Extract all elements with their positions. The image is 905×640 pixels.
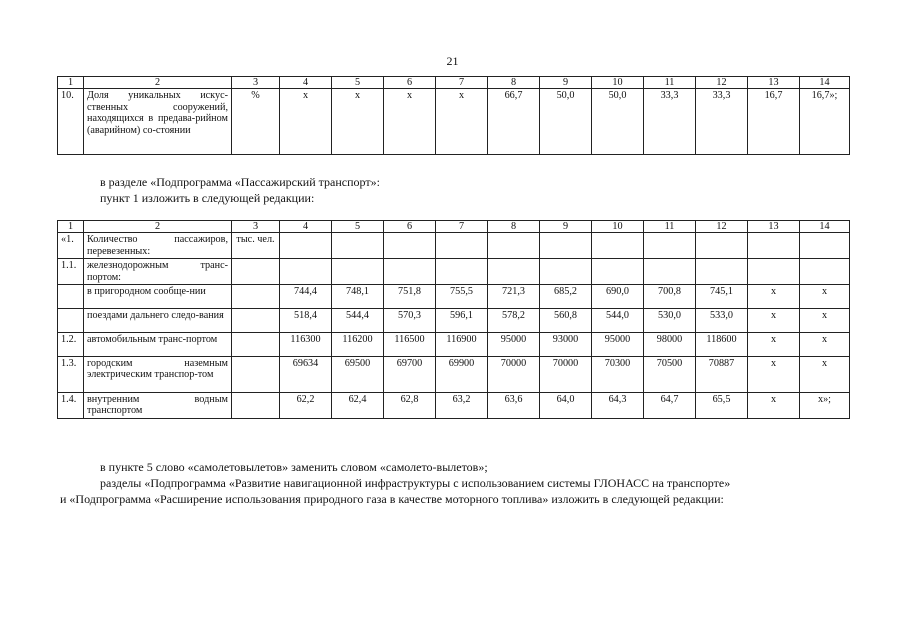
table-row [58,285,850,309]
table-cell [384,259,436,285]
row-label: в пригородном сообще-нии [84,285,232,309]
table-cell [644,259,696,285]
row-code: 1.2. [58,333,84,357]
table-cell: 70500 [644,357,696,393]
table-cell: 544,4 [332,309,384,333]
table-cell [436,233,488,259]
column-number-11: 11 [644,77,696,89]
table-cell: 66,7 [488,89,540,155]
table-cell [488,233,540,259]
table-cell: 62,8 [384,393,436,419]
table-cell: 69700 [384,357,436,393]
table-cell: 748,1 [332,285,384,309]
table-cell: 70000 [540,357,592,393]
table-cell: x [748,333,800,357]
point1-text: пункт 1 изложить в следующей редакции: [100,191,315,205]
table-cell [332,259,384,285]
table-cell: 50,0 [592,89,644,155]
table-row [58,309,850,333]
table-cell: x [748,285,800,309]
table-cell: 69500 [332,357,384,393]
table-cell: 65,5 [696,393,748,419]
row-unit: % [232,89,280,155]
table-cell: x [332,89,384,155]
table-row [58,89,850,155]
table-cell: 116200 [332,333,384,357]
table-cell [280,233,332,259]
table-cell: 721,3 [488,285,540,309]
column-number-10: 10 [592,221,644,233]
table-cell [644,233,696,259]
column-number-8: 8 [488,221,540,233]
table-cell: 530,0 [644,309,696,333]
table-cell: 596,1 [436,309,488,333]
table-cell: 116900 [436,333,488,357]
table-cell: 744,4 [280,285,332,309]
table-cell [384,233,436,259]
table-row [58,259,850,285]
table-cell: 578,2 [488,309,540,333]
row-label: Количество пассажиров, перевезенных: [84,233,232,259]
row-unit [232,357,280,393]
table-cell: x [748,393,800,419]
column-number-3: 3 [232,221,280,233]
table-cell: 64,0 [540,393,592,419]
table-cell: 64,7 [644,393,696,419]
column-number-5: 5 [332,77,384,89]
table-cell: 16,7»; [800,89,850,155]
table-cell: 560,8 [540,309,592,333]
table-cell: 33,3 [696,89,748,155]
point5-text: в пункте 5 слово «самолетовылетов» заменить словом «самолето-вылетов»; [100,460,488,474]
row-code: 10. [58,89,84,155]
table-cell [748,233,800,259]
column-number-13: 13 [748,77,800,89]
table-cell: x [800,309,850,333]
column-number-4: 4 [280,221,332,233]
table-cell: 116500 [384,333,436,357]
column-number-14: 14 [800,221,850,233]
table-cell: x [384,89,436,155]
table-cell: 533,0 [696,309,748,333]
table-cell [696,233,748,259]
row-code [58,285,84,309]
table-cell: 70887 [696,357,748,393]
table-cell: 518,4 [280,309,332,333]
table-cell: 95000 [488,333,540,357]
table-cell: 98000 [644,333,696,357]
table-header-row [58,221,850,233]
table-cell: 62,2 [280,393,332,419]
sections-text-line2: и «Подпрограмма «Расширение использования природного газа в качестве моторного топлива» изложить в следующей редакции: [60,492,724,506]
row-label: внутренним водным транспортом [84,393,232,419]
column-number-9: 9 [540,77,592,89]
table-cell: 70300 [592,357,644,393]
table-cell: 16,7 [748,89,800,155]
table-cell: 70000 [488,357,540,393]
row-code: 1.4. [58,393,84,419]
table-cell: 69634 [280,357,332,393]
row-unit [232,333,280,357]
table-cell: x»; [800,393,850,419]
column-number-2: 2 [84,221,232,233]
row-label: железнодорожным транс-портом: [84,259,232,285]
table-cell: 751,8 [384,285,436,309]
table-cell [540,259,592,285]
table-cell [748,259,800,285]
table-cell: x [800,285,850,309]
column-number-5: 5 [332,221,384,233]
row-unit: тыс. чел. [232,233,280,259]
table-cell: x [436,89,488,155]
table-cell: 69900 [436,357,488,393]
table-cell [592,259,644,285]
column-number-11: 11 [644,221,696,233]
table-cell: 570,3 [384,309,436,333]
table-cell [592,233,644,259]
indicator-table-continued [57,76,850,155]
table-cell: 62,4 [332,393,384,419]
column-number-13: 13 [748,221,800,233]
column-number-2: 2 [84,77,232,89]
row-unit [232,393,280,419]
column-number-1: 1 [58,77,84,89]
table-cell [280,259,332,285]
column-number-8: 8 [488,77,540,89]
table-cell [800,259,850,285]
table-cell: 64,3 [592,393,644,419]
table-cell: 118600 [696,333,748,357]
row-code: «1. [58,233,84,259]
page-number: 21 [446,54,459,68]
row-label: городским наземным электрическим транспор-том [84,357,232,393]
column-number-12: 12 [696,221,748,233]
table-cell: 745,1 [696,285,748,309]
table-cell [436,259,488,285]
column-number-1: 1 [58,221,84,233]
table-cell: 63,6 [488,393,540,419]
section-passenger-text: в разделе «Подпрограмма «Пассажирский транспорт»: [100,175,380,189]
row-unit [232,285,280,309]
column-number-6: 6 [384,77,436,89]
table-cell: 700,8 [644,285,696,309]
table-cell: x [748,309,800,333]
table-cell: x [800,333,850,357]
column-number-6: 6 [384,221,436,233]
table-row [58,333,850,357]
table-cell: 544,0 [592,309,644,333]
table-cell [332,233,384,259]
table-cell: 690,0 [592,285,644,309]
column-number-3: 3 [232,77,280,89]
row-label: Доля уникальных искус-ственных сооружений, находящихся в предава-рийном (аварийном) со-стоянии [84,89,232,155]
table-cell: 33,3 [644,89,696,155]
table-cell: 63,2 [436,393,488,419]
column-number-10: 10 [592,77,644,89]
sections-text-line1: разделы «Подпрограмма «Развитие навигационной инфраструктуры с использованием системы ГЛОНАСС на транспорте» [100,476,731,490]
row-unit [232,259,280,285]
passenger-transport-table [57,220,850,419]
table-cell: 93000 [540,333,592,357]
row-label: поездами дальнего следо-вания [84,309,232,333]
table-cell: x [280,89,332,155]
row-code: 1.3. [58,357,84,393]
table-cell [540,233,592,259]
row-label: автомобильным транс-портом [84,333,232,357]
table-cell: x [800,357,850,393]
table-cell [488,259,540,285]
table-cell: 116300 [280,333,332,357]
column-number-14: 14 [800,77,850,89]
column-number-9: 9 [540,221,592,233]
table-cell: 755,5 [436,285,488,309]
column-number-7: 7 [436,221,488,233]
table-row [58,233,850,259]
table-row [58,393,850,419]
table-cell: 50,0 [540,89,592,155]
table-cell: 685,2 [540,285,592,309]
column-number-4: 4 [280,77,332,89]
table-cell: x [748,357,800,393]
row-code: 1.1. [58,259,84,285]
table-cell: 95000 [592,333,644,357]
table-row [58,357,850,393]
table-cell [696,259,748,285]
row-code [58,309,84,333]
column-number-12: 12 [696,77,748,89]
row-unit [232,309,280,333]
table-header-row [58,77,850,89]
table-cell [800,233,850,259]
column-number-7: 7 [436,77,488,89]
